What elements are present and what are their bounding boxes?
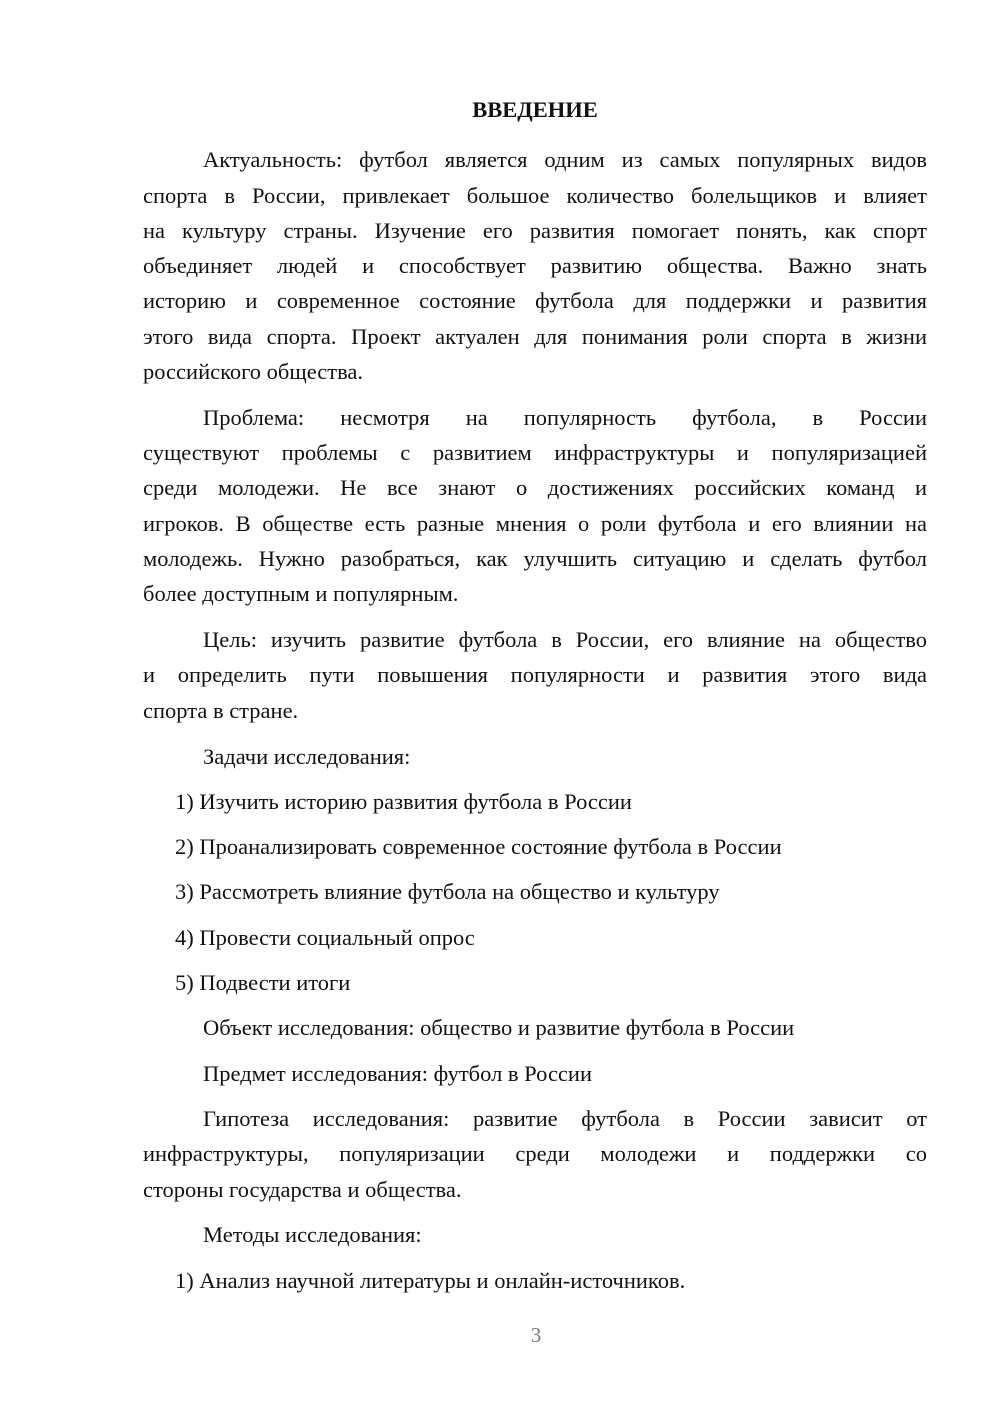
text-line: среди молодежи. Не все знают о достижениях российских команд и bbox=[143, 475, 927, 501]
method-item: 1) Анализ научной литературы и онлайн-источников. bbox=[175, 1267, 686, 1293]
text-line: Актуальность: футбол является одним из самых популярных видов bbox=[203, 147, 927, 173]
text-line: игроков. В обществе есть разные мнения о роли футбола и его влиянии на bbox=[143, 510, 927, 536]
task-item: 3) Рассмотреть влияние футбола на общество и культуру bbox=[175, 879, 720, 905]
text-line: молодежь. Нужно разобраться, как улучшить ситуацию и сделать футбол bbox=[143, 546, 927, 572]
text-line: инфраструктуры, популяризации среди молодежи и поддержки со bbox=[143, 1141, 927, 1167]
methods-heading: Методы исследования: bbox=[203, 1222, 422, 1248]
relevance-paragraph bbox=[143, 142, 927, 389]
text-line: и определить пути повышения популярности и развития этого вида bbox=[143, 662, 927, 688]
text-line: Проблема: несмотря на популярность футбола, в России bbox=[203, 404, 927, 430]
task-item: 1) Изучить историю развития футбола в России bbox=[175, 788, 632, 814]
text-line: стороны государства и общества. bbox=[143, 1176, 462, 1202]
text-line: российского общества. bbox=[143, 359, 364, 385]
research-subject: Предмет исследования: футбол в России bbox=[203, 1060, 592, 1086]
hypothesis-paragraph bbox=[143, 1101, 927, 1207]
document-page bbox=[143, 92, 927, 1308]
tasks-heading: Задачи исследования: bbox=[203, 743, 411, 769]
text-line: на культуру страны. Изучение его развития помогает понять, как спорт bbox=[143, 217, 927, 243]
goal-paragraph bbox=[143, 622, 927, 728]
text-line: существуют проблемы с развитием инфраструктуры и популяризацией bbox=[143, 440, 927, 466]
task-item: 4) Провести социальный опрос bbox=[175, 924, 475, 950]
text-line: спорта в стране. bbox=[143, 697, 299, 723]
text-line: этого вида спорта. Проект актуален для понимания роли спорта в жизни bbox=[143, 323, 927, 349]
text-line: спорта в России, привлекает большое количество болельщиков и влияет bbox=[143, 182, 927, 208]
text-line: Цель: изучить развитие футбола в России, его влияние на общество bbox=[203, 627, 927, 653]
section-title: ВВЕДЕНИЕ bbox=[472, 97, 598, 122]
text-line: Гипотеза исследования: развитие футбола в России зависит от bbox=[203, 1105, 927, 1131]
text-line: историю и современное состояние футбола для поддержки и развития bbox=[143, 288, 927, 314]
task-item: 5) Подвести итоги bbox=[175, 970, 351, 996]
task-item: 2) Проанализировать современное состояние футбола в России bbox=[175, 834, 782, 860]
problem-paragraph bbox=[143, 400, 927, 612]
text-line: объединяет людей и способствует развитию общества. Важно знать bbox=[143, 253, 927, 279]
page-number: 3 bbox=[530, 1323, 542, 1347]
research-object: Объект исследования: общество и развитие футбола в России bbox=[203, 1015, 795, 1041]
text-line: более доступным и популярным. bbox=[143, 581, 459, 607]
